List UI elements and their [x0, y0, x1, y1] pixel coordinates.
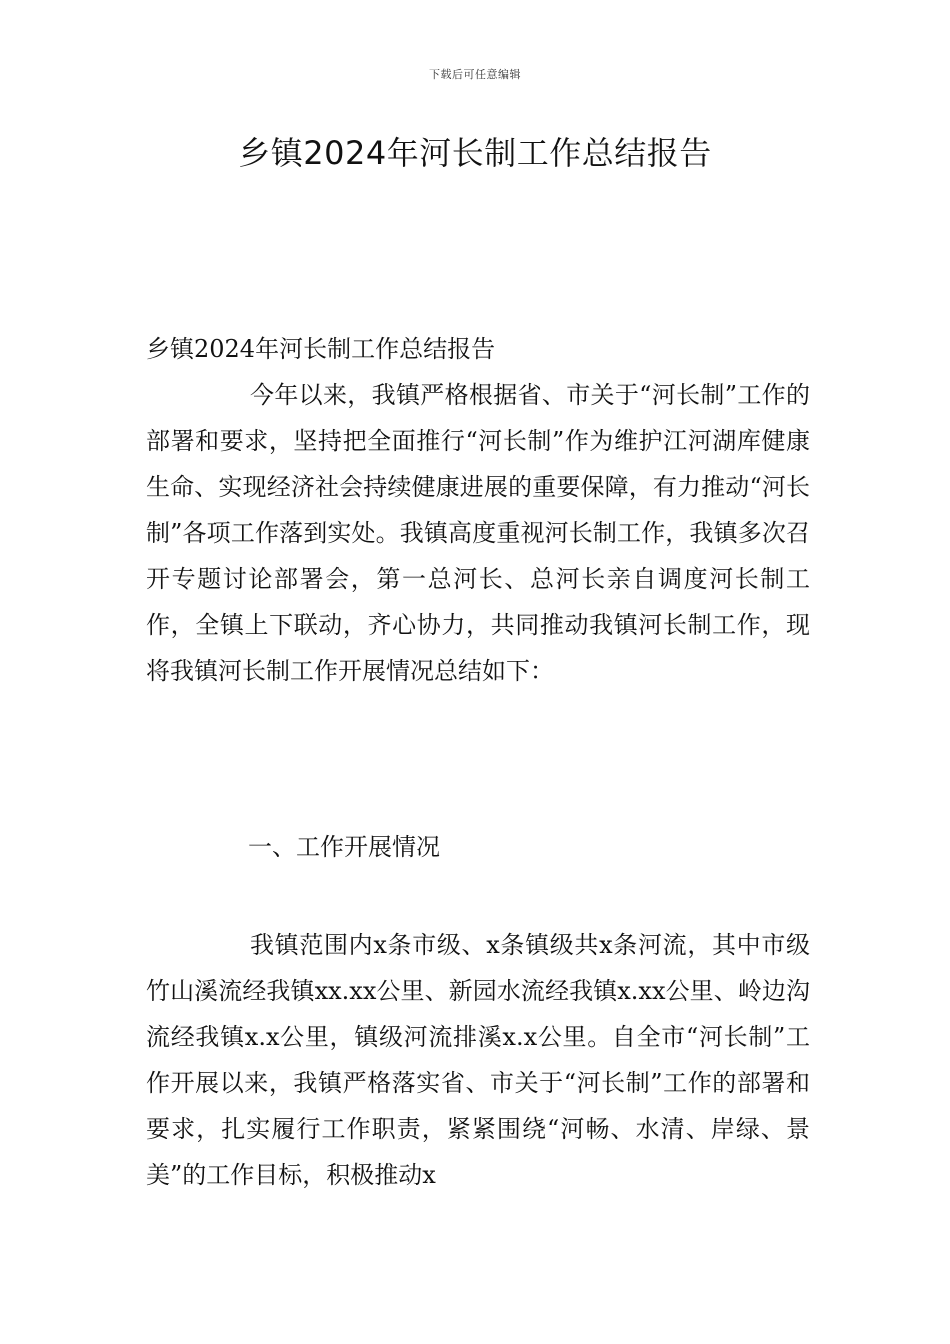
document-title: 乡镇2024年河长制工作总结报告	[238, 134, 712, 172]
body-paragraph: 我镇范围内x条市级、x条镇级共x条河流，其中市级竹山溪流经我镇xx.xx公里、新园水流经我镇x.xx公里、岭边沟流经我镇x.x公里，镇级河流排溪x.x公里。自全市“河长制”工作开展以来，我镇严格落实省、市关于“河长制”工作的部署和要求，扎实履行工作职责，紧紧围绕“河畅、水清、岸绿、景美”的工作目标，积极推动x	[146, 931, 810, 1189]
intro-paragraph: 今年以来，我镇严格根据省、市关于“河长制”工作的部署和要求，坚持把全面推行“河长制”作为维护江河湖库健康生命、实现经济社会持续健康进展的重要保障，有力推动“河长制”各项工作落到实处。我镇高度重视河长制工作，我镇多次召开专题讨论部署会，第一总河长、总河长亲自调度河长制工作，全镇上下联动，齐心协力，共同推动我镇河长制工作，现将我镇河长制工作开展情况总结如下：	[146, 381, 810, 685]
section-heading: 一、工作开展情况	[248, 833, 440, 861]
header-note: 下载后可任意编辑	[429, 68, 521, 81]
document-subtitle: 乡镇2024年河长制工作总结报告	[146, 335, 496, 363]
